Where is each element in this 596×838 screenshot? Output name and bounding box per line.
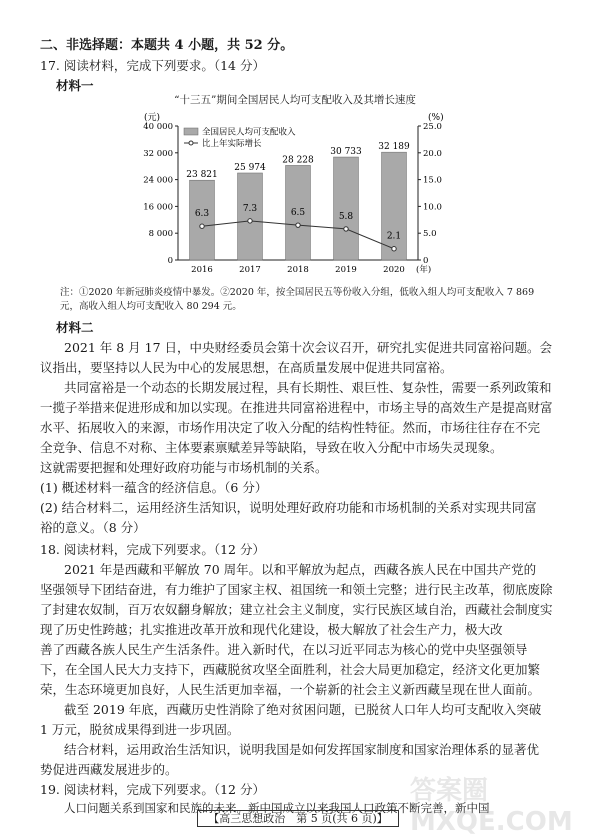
x-tick-label: 2017	[239, 265, 261, 275]
q17-subquestion-1: (1) 概述材料一蕴含的经济信息。（6 分）	[40, 480, 268, 495]
q18-text: 现了历史性跨越；扎实推进改革开放和现代化建设，极大解放了社会生产力，极大改	[40, 622, 503, 637]
left-tick-label: 0	[167, 256, 173, 266]
chart-note-2: 元，高收入组人均可支配收入 80 294 元。	[60, 301, 242, 312]
right-tick-label: 25.0	[423, 122, 442, 132]
footer-label: 【高三思想政治 第 5 页(共 6 页)】	[197, 810, 399, 827]
bar-data-label: 25 974	[234, 162, 266, 173]
left-tick-label: 32 000	[143, 148, 173, 159]
m2-text: 议指出，要坚持以人民为中心的发展思想，在高质量发展中促进共同富裕。	[40, 360, 453, 375]
m2-text: 这就需要把握和处理好政府功能与市场机制的关系。	[40, 460, 328, 475]
right-tick-label: 5.0	[423, 229, 437, 240]
x-axis-unit: (年)	[416, 265, 432, 275]
watermark-logo: 答案圈 MXQE.COM	[410, 776, 573, 837]
m2-text: 共同富裕是一个动态的长期发展过程，具有长期性、艰巨性、复杂性，需要一系列政策和	[64, 380, 552, 395]
q18-task: 势促进西藏发展进步的。	[40, 762, 178, 777]
growth-data-label: 2.1	[386, 231, 402, 242]
q18-text: 1 万元，脱贫成果得到进一步巩固。	[40, 722, 240, 737]
section-heading: 二、非选择题：本题共 4 小题，共 52 分。	[40, 38, 294, 53]
growth-data-label: 6.3	[194, 209, 210, 220]
material2-label: 材料二	[56, 320, 94, 335]
bar-data-label: 30 733	[330, 147, 362, 158]
q17-subquestion-2: (2) 结合材料二，运用经济生活知识，说明处理好政府功能和市场机制的关系对实现共同富	[40, 500, 537, 515]
page-footer	[0, 810, 596, 826]
growth-point	[296, 223, 300, 227]
q18-task: 结合材料，运用政治生活知识，说明我国是如何发挥国家制度和国家治理体系的显著优	[64, 742, 540, 757]
growth-data-label: 6.5	[290, 208, 306, 219]
left-tick-label: 8 000	[148, 229, 173, 240]
growth-point	[344, 227, 348, 231]
bar-data-label: 32 189	[378, 142, 410, 153]
q18-text: 善了西藏各族人民生产生活条件。进入新时代，在以习近平同志为核心的党中央坚强领导	[40, 642, 528, 657]
bar	[382, 152, 407, 260]
q18-text: 了封建农奴制，百万农奴翻身解放；建立社会主义制度，实行民族区域自治，西藏社会制度实	[40, 602, 553, 617]
chart-title: “十三五”期间全国居民人均可支配收入及其增长速度	[174, 94, 416, 106]
left-tick-label: 24 000	[143, 175, 173, 186]
chart-note-1: 注：①2020 年新冠肺炎疫情中暴发。②2020 年，按全国居民五等份收入分组，低收入组人均可支配收入 7 869	[60, 287, 535, 298]
growth-data-label: 5.8	[338, 211, 354, 222]
right-tick-label: 0	[423, 256, 429, 266]
x-tick-label: 2018	[287, 265, 309, 275]
material1-label: 材料一	[56, 78, 94, 93]
x-tick-label: 2020	[383, 265, 405, 275]
legend-line-marker	[189, 141, 193, 145]
m2-text: 一揽子举措来促进形成和加以实现。在推进共同富裕进程中，市场主导的高效生产是提高财富	[40, 400, 553, 415]
bar-data-label: 28 228	[282, 155, 314, 166]
chart-svg	[130, 92, 460, 282]
q18-text: 截至 2019 年底，西藏历史性消除了绝对贫困问题，已脱贫人口年人均可支配收入突破	[64, 702, 542, 717]
q18-text: 荣，生态环境更加良好，人民生活更加幸福，一个崭新的社会主义新西藏呈现在世人面前。	[40, 682, 541, 697]
bar-data-label: 23 821	[186, 170, 218, 181]
right-tick-label: 10.0	[423, 202, 442, 213]
income-chart	[130, 92, 460, 282]
bar	[334, 157, 359, 260]
x-tick-label: 2019	[335, 265, 357, 275]
q17-stem: 17. 阅读材料，完成下列要求。（14 分）	[40, 58, 265, 73]
growth-data-label: 7.3	[242, 203, 258, 214]
bar	[190, 180, 215, 260]
left-axis-unit: (元)	[143, 113, 160, 123]
m2-text: 水平、拓展收入的来源，市场作用决定了收入分配的结构性特征。然而，市场往往存在不完	[40, 420, 541, 435]
m2-text: 2021 年 8 月 17 日，中央财经委员会第十次会议召开，研究扎实促进共同富裕问题。会	[64, 340, 553, 355]
right-axis-unit: (%)	[428, 113, 444, 123]
left-tick-label: 16 000	[143, 202, 173, 213]
x-tick-label: 2016	[191, 265, 213, 275]
growth-point	[200, 224, 204, 228]
bar	[238, 173, 263, 260]
right-tick-label: 15.0	[423, 175, 442, 186]
q19-stem: 19. 阅读材料，完成下列要求。（12 分）	[40, 782, 265, 797]
growth-point	[392, 247, 396, 251]
m2-text: 全竞争、信息不对称、主体要素禀赋差异等缺陷，导致在收入分配中市场失灵现象。	[40, 440, 503, 455]
growth-point	[248, 219, 252, 223]
right-tick-label: 20.0	[423, 148, 442, 159]
q19-text: 人口问题关系到国家和民族的未来。新中国成立以来我国人口政策不断完善，新中国	[64, 801, 490, 815]
q18-text: 2021 年是西藏和平解放 70 周年。以和平解放为起点，西藏各族人民在中国共产党的	[64, 562, 537, 577]
q18-stem: 18. 阅读材料，完成下列要求。（12 分）	[40, 542, 265, 557]
legend-line-label: 比上年实际增长	[202, 139, 262, 149]
q18-text: 坚强领导下团结奋进，有力维护了国家主权、祖国统一和领土完整；进行民主改革，彻底废除	[40, 582, 553, 597]
q18-text: 下，在全国人民大力支持下，西藏脱贫攻坚全面胜利，社会大局更加稳定，经济文化更加繁	[40, 662, 541, 677]
q17-subquestion-2: 裕的意义。（8 分）	[40, 520, 146, 535]
legend-bar-label: 全国居民人均可支配收入	[202, 127, 296, 138]
left-tick-label: 40 000	[143, 122, 173, 132]
legend-bar-swatch	[184, 128, 198, 135]
